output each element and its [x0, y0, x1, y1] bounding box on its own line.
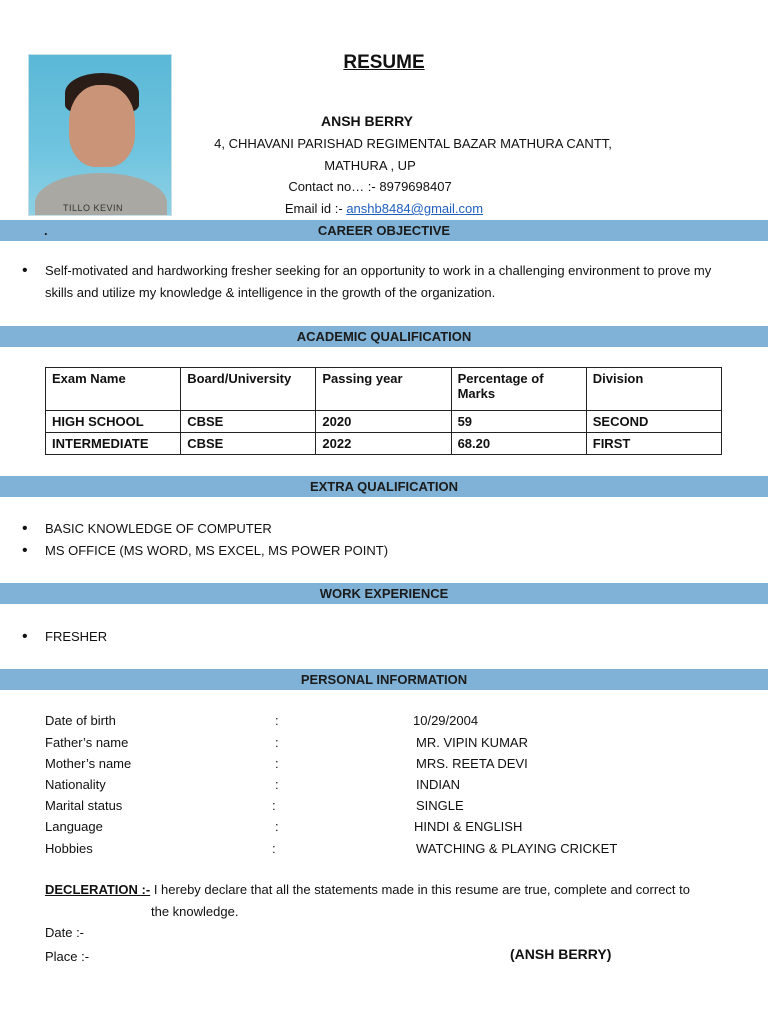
contact-value: 8979698407 — [379, 179, 452, 194]
pi-label-marital: Marital status — [45, 798, 123, 813]
signature: (ANSH BERRY) — [510, 946, 612, 962]
pi-label-language: Language — [45, 819, 103, 834]
table-cell: 59 — [451, 411, 586, 433]
section-extra-qualification: EXTRA QUALIFICATION — [0, 476, 768, 497]
place-label: Place :- — [45, 949, 90, 964]
table-row — [46, 411, 722, 433]
career-objective-list — [22, 260, 712, 304]
email-link[interactable]: anshb8484@gmail.com — [346, 201, 484, 216]
contact-label: Contact no… :- — [288, 179, 376, 194]
table-cell: INTERMEDIATE — [46, 433, 181, 455]
address-line-1: 4, CHHAVANI PARISHAD REGIMENTAL BAZAR MATHURA CANTT, — [214, 136, 612, 151]
list-item: • MS OFFICE (MS WORD, MS EXCEL, MS POWER POINT) — [22, 540, 722, 562]
pi-value-mother: MRS. REETA DEVI — [416, 756, 528, 771]
table-cell: CBSE — [181, 433, 316, 455]
pi-label-mother: Mother’s name — [45, 756, 132, 771]
table-row — [46, 433, 722, 455]
list-item: • FRESHER — [22, 626, 722, 648]
table-cell: CBSE — [181, 411, 316, 433]
email-line — [0, 201, 768, 216]
table-header-row — [46, 368, 722, 411]
column-header: Percentage of Marks — [451, 368, 586, 411]
pi-colon: : — [275, 735, 279, 750]
table-cell: SECOND — [586, 411, 721, 433]
list-item: • BASIC KNOWLEDGE OF COMPUTER — [22, 518, 722, 540]
stray-dot: . — [44, 223, 48, 238]
column-header: Exam Name — [46, 368, 181, 411]
declaration-text: I hereby declare that all the statements made in this resume are true, complete and correct to — [153, 882, 690, 897]
resume-title: RESUME — [343, 52, 425, 73]
pi-colon: : — [275, 756, 279, 771]
table-cell: HIGH SCHOOL — [46, 411, 181, 433]
pi-value-hobbies: WATCHING & PLAYING CRICKET — [416, 841, 618, 856]
table-cell: 2020 — [316, 411, 451, 433]
pi-colon: : — [272, 841, 276, 856]
pi-value-dob: 10/29/2004 — [413, 713, 479, 728]
column-header: Board/University — [181, 368, 316, 411]
table-cell: 2022 — [316, 433, 451, 455]
photo-shirt-text: TILLO KEVIN — [63, 203, 124, 213]
pi-colon: : — [275, 713, 279, 728]
candidate-name: ANSH BERRY — [320, 113, 414, 129]
declaration-label: DECLERATION :- — [45, 882, 151, 897]
column-header: Passing year — [316, 368, 451, 411]
section-career-objective — [0, 220, 768, 241]
pi-value-marital: SINGLE — [416, 798, 464, 813]
pi-colon: : — [275, 819, 279, 834]
extra-qualification-list — [22, 518, 722, 562]
table-cell: FIRST — [586, 433, 721, 455]
section-work-experience: WORK EXPERIENCE — [0, 583, 768, 604]
declaration-line — [45, 882, 690, 897]
academic-table — [45, 367, 722, 455]
career-objective-heading: CAREER OBJECTIVE — [317, 223, 451, 238]
declaration-text-2: the knowledge. — [151, 904, 239, 919]
pi-colon: : — [272, 798, 276, 813]
email-label: Email id :- — [284, 201, 343, 216]
pi-value-nationality: INDIAN — [416, 777, 461, 792]
work-experience-list — [22, 626, 722, 648]
column-header: Division — [586, 368, 721, 411]
pi-label-dob: Date of birth — [45, 713, 116, 728]
table-cell: 68.20 — [451, 433, 586, 455]
pi-value-father: MR. VIPIN KUMAR — [416, 735, 528, 750]
pi-colon: : — [275, 777, 279, 792]
pi-label-father: Father’s name — [45, 735, 129, 750]
date-label: Date :- — [45, 925, 85, 940]
list-item: • Self-motivated and hardworking fresher seeking for an opportunity to work in a challenging environment to prove my skills and utilize my knowledge & intelligence in the growth of the organization. — [22, 260, 712, 304]
pi-label-hobbies: Hobbies — [45, 841, 93, 856]
section-personal-information: PERSONAL INFORMATION — [0, 669, 768, 690]
pi-label-nationality: Nationality — [45, 777, 106, 792]
section-academic: ACADEMIC QUALIFICATION — [0, 326, 768, 347]
contact-line — [0, 179, 740, 194]
address-line-2: MATHURA , UP — [324, 158, 416, 173]
pi-value-language: HINDI & ENGLISH — [414, 819, 523, 834]
